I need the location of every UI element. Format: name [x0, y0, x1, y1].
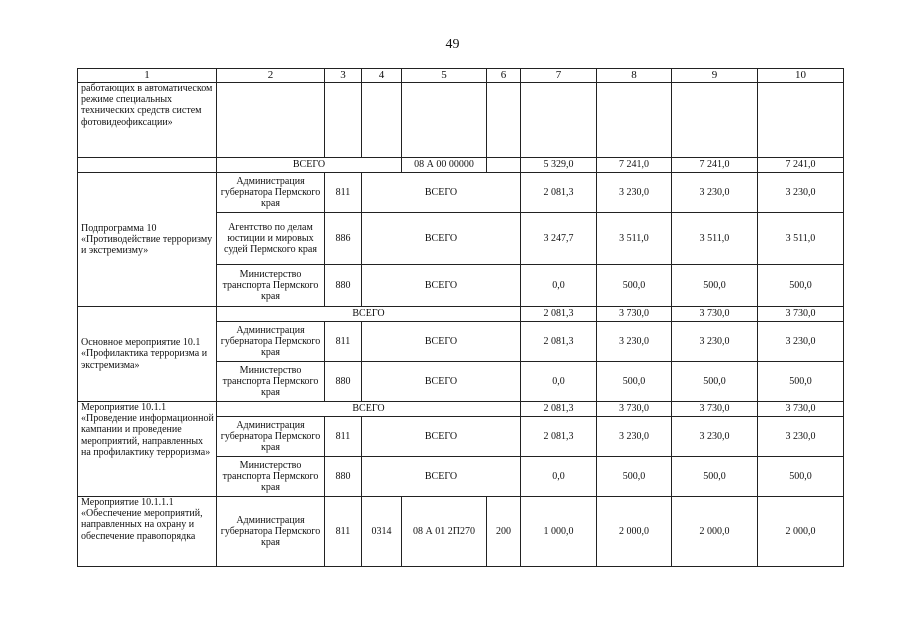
empty-cell	[597, 83, 672, 158]
program-name-cell: работающих в автоматическом режиме специальных технических средств систем фотовидеофиксации»	[78, 83, 217, 158]
amount-cell: 2 081,3	[521, 417, 597, 457]
table-row	[78, 158, 844, 173]
amount-cell: 7 241,0	[672, 158, 758, 173]
amount-cell: 2 000,0	[758, 497, 844, 567]
organization-cell: Агентство по делам юстиции и мировых судей Пермского края	[217, 213, 325, 265]
department-code: 811	[325, 322, 362, 362]
total-label: ВСЕГО	[362, 265, 521, 307]
total-label: ВСЕГО	[217, 307, 521, 322]
empty-cell	[487, 158, 521, 173]
organization-cell: Министерство транспорта Пермского края	[217, 265, 325, 307]
amount-cell: 0,0	[521, 457, 597, 497]
amount-cell: 3 230,0	[672, 173, 758, 213]
column-number: 1	[78, 69, 217, 83]
amount-cell: 0,0	[521, 265, 597, 307]
empty-cell	[217, 83, 325, 158]
organization-cell: Администрация губернатора Пермского края	[217, 173, 325, 213]
table-row	[78, 83, 844, 158]
amount-cell: 2 081,3	[521, 307, 597, 322]
amount-cell: 3 230,0	[758, 322, 844, 362]
column-number: 9	[672, 69, 758, 83]
amount-cell: 3 230,0	[672, 417, 758, 457]
amount-cell: 3 230,0	[758, 173, 844, 213]
amount-cell: 3 247,7	[521, 213, 597, 265]
empty-cell	[362, 83, 402, 158]
header-row	[78, 69, 844, 83]
column-number: 8	[597, 69, 672, 83]
total-label: ВСЕГО	[362, 362, 521, 402]
amount-cell: 3 511,0	[597, 213, 672, 265]
column-number: 5	[402, 69, 487, 83]
department-code: 880	[325, 265, 362, 307]
organization-cell: Администрация губернатора Пермского края	[217, 417, 325, 457]
amount-cell: 3 511,0	[672, 213, 758, 265]
total-label: ВСЕГО	[362, 213, 521, 265]
amount-cell: 3 230,0	[672, 322, 758, 362]
amount-cell: 3 230,0	[758, 417, 844, 457]
amount-cell: 7 241,0	[758, 158, 844, 173]
department-code: 886	[325, 213, 362, 265]
program-name-cell: Мероприятие 10.1.1 «Проведение информационной кампании и проведение мероприятий, направленных на профилактику терроризма»	[78, 402, 217, 497]
amount-cell: 3 230,0	[597, 322, 672, 362]
csr-code: 08 А 00 00000	[402, 158, 487, 173]
department-code: 811	[325, 417, 362, 457]
department-code: 811	[325, 497, 362, 567]
column-number: 6	[487, 69, 521, 83]
amount-cell: 500,0	[672, 362, 758, 402]
empty-cell	[487, 83, 521, 158]
column-number: 7	[521, 69, 597, 83]
table-row	[78, 402, 844, 417]
program-name-cell: Основное мероприятие 10.1 «Профилактика терроризма и экстремизма»	[78, 307, 217, 402]
amount-cell: 3 511,0	[758, 213, 844, 265]
expense-type-code: 200	[487, 497, 521, 567]
amount-cell: 2 081,3	[521, 322, 597, 362]
column-number: 2	[217, 69, 325, 83]
amount-cell: 500,0	[597, 265, 672, 307]
organization-cell: Администрация губернатора Пермского края	[217, 497, 325, 567]
empty-cell	[325, 83, 362, 158]
amount-cell: 3 230,0	[597, 417, 672, 457]
amount-cell: 500,0	[758, 265, 844, 307]
total-label: ВСЕГО	[362, 322, 521, 362]
organization-cell: Администрация губернатора Пермского края	[217, 322, 325, 362]
amount-cell: 500,0	[597, 457, 672, 497]
table-row	[78, 173, 844, 213]
empty-cell	[758, 83, 844, 158]
amount-cell: 1 000,0	[521, 497, 597, 567]
program-name-cell: Мероприятие 10.1.1.1 «Обеспечение мероприятий, направленных на охрану и обеспечение правопорядка	[78, 497, 217, 567]
amount-cell: 2 000,0	[672, 497, 758, 567]
total-label: ВСЕГО	[362, 457, 521, 497]
amount-cell: 2 081,3	[521, 402, 597, 417]
amount-cell: 500,0	[758, 362, 844, 402]
column-number: 3	[325, 69, 362, 83]
empty-cell	[521, 83, 597, 158]
amount-cell: 3 730,0	[672, 402, 758, 417]
department-code: 880	[325, 362, 362, 402]
department-code: 811	[325, 173, 362, 213]
department-code: 880	[325, 457, 362, 497]
amount-cell: 500,0	[597, 362, 672, 402]
empty-cell	[672, 83, 758, 158]
amount-cell: 3 730,0	[758, 307, 844, 322]
amount-cell: 3 730,0	[672, 307, 758, 322]
amount-cell: 5 329,0	[521, 158, 597, 173]
table-row	[78, 307, 844, 322]
organization-cell: Министерство транспорта Пермского края	[217, 362, 325, 402]
section-code: 0314	[362, 497, 402, 567]
page-number: 49	[445, 37, 460, 52]
column-number: 10	[758, 69, 844, 83]
amount-cell: 0,0	[521, 362, 597, 402]
amount-cell: 3 730,0	[597, 402, 672, 417]
amount-cell: 500,0	[758, 457, 844, 497]
table-row	[78, 497, 844, 567]
program-name-cell: Подпрограмма 10 «Противодействие терроризму и экстремизму»	[78, 173, 217, 307]
total-label: ВСЕГО	[362, 173, 521, 213]
budget-table	[77, 68, 844, 567]
amount-cell: 3 230,0	[597, 173, 672, 213]
organization-cell: Министерство транспорта Пермского края	[217, 457, 325, 497]
total-label: ВСЕГО	[217, 402, 521, 417]
csr-code: 08 А 01 2П270	[402, 497, 487, 567]
amount-cell: 2 000,0	[597, 497, 672, 567]
total-label: ВСЕГО	[217, 158, 402, 173]
amount-cell: 3 730,0	[597, 307, 672, 322]
amount-cell: 500,0	[672, 457, 758, 497]
column-number: 4	[362, 69, 402, 83]
total-label: ВСЕГО	[362, 417, 521, 457]
amount-cell: 2 081,3	[521, 173, 597, 213]
empty-cell	[402, 83, 487, 158]
empty-cell	[78, 158, 217, 173]
amount-cell: 500,0	[672, 265, 758, 307]
amount-cell: 3 730,0	[758, 402, 844, 417]
amount-cell: 7 241,0	[597, 158, 672, 173]
